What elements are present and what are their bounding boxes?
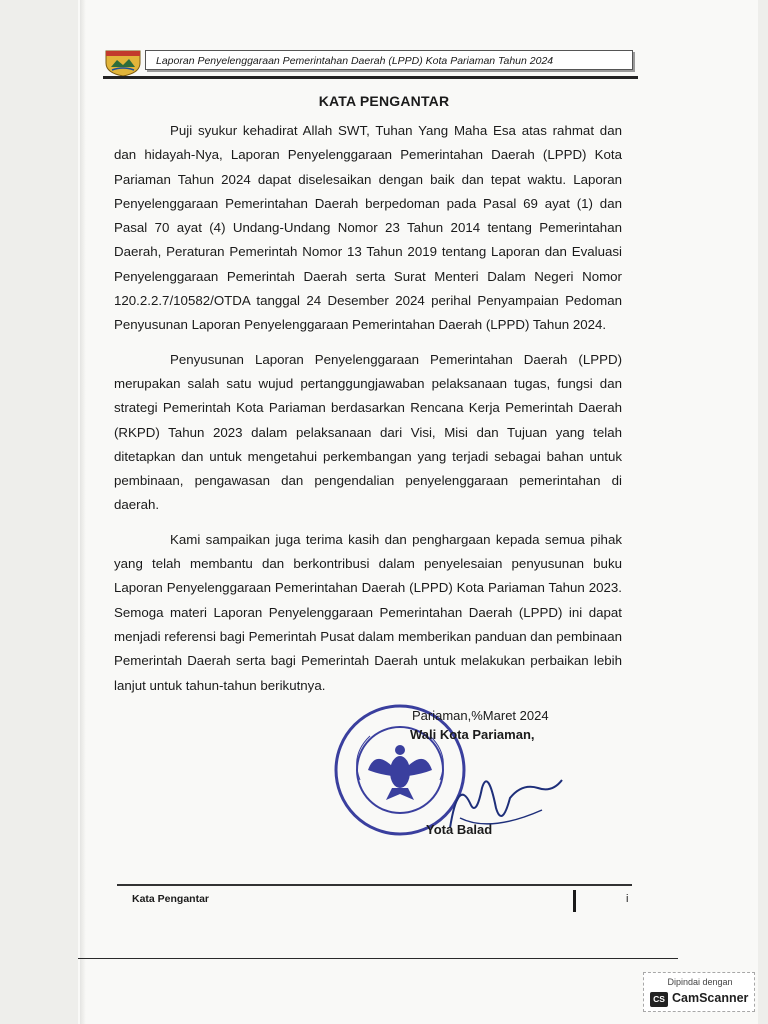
paragraph-1: Puji syukur kehadirat Allah SWT, Tuhan Yang Maha Esa atas rahmat dan dan hidayah-Nya, Laporan Penyelenggaraan Pemerintahan Daerah (LPPD) Kota Pariaman Tahun 2024 dapat diselesaikan dengan baik dan tepat waktu. Laporan Penyelenggaraan Pemerintahan Daerah berpedoman pada Pasal 69 ayat (1) dan Pasal 70 ayat (4) Undang-Undang Nomor 23 Tahun 2014 tentang Pemerintahan Daerah, Peraturan Pemerintah Nomor 13 Tahun 2019 tentang Laporan dan Evaluasi Penyelenggaraan Pemerintah Daerah serta Surat Menteri Dalam Negeri Nomor 120.2.2.7/10582/OTDA tanggal 24 Desember 2024 perihal Penyampaian Pedoman Penyusunan Laporan Penyelenggaraan Pemerintahan Daerah (LPPD) Tahun 2024. (114, 123, 622, 333)
body-text (114, 119, 622, 708)
page-title: KATA PENGANTAR (318, 93, 450, 109)
camscanner-watermark (643, 972, 755, 1012)
paragraph-2: Penyusunan Laporan Penyelenggaraan Pemerintahan Daerah (LPPD) merupakan salah satu wujud pertanggungjawaban pelaksanaan tugas, fungsi dan strategi Pemerintah Kota Pariaman berdasarkan Rencana Kerja Pemerintah Daerah (RKPD) Tahun 2023 dalam pelaksanaan dari Visi, Misi dan Tujuan yang telah ditetapkan dan untuk mengetahui perkembangan yang terjadi sebagai bahan untuk pembinaan, pengawasan dan pengendalian penyelenggaraan pemerintahan di daerah. (114, 351, 622, 513)
header-title: Laporan Penyelenggaraan Pemerintahan Daerah (LPPD) Kota Pariaman Tahun 2024 (145, 50, 633, 70)
footer-divider (117, 884, 632, 886)
footer-separator (573, 890, 576, 912)
signature-role: Wali Kota Pariaman, (410, 727, 535, 742)
header-divider (103, 76, 638, 79)
signature-block (330, 700, 590, 850)
watermark-caption: Dipindai dengan (667, 977, 733, 987)
watermark-brand: CamScanner (672, 991, 749, 1005)
signature-place-date: Pariaman,%Maret 2024 (412, 708, 549, 723)
signature-name: Yota Balad (426, 822, 493, 837)
footer-section-label: Kata Pengantar (132, 893, 210, 905)
kota-pariaman-logo-icon (103, 47, 143, 77)
scan-bottom-edge (78, 958, 678, 959)
paragraph-3: Kami sampaikan juga terima kasih dan penghargaan kepada semua pihak yang telah membantu dan berkontribusi dalam penyelesaian penyusunan buku Laporan Penyelenggaraan Pemerintahan Daerah (LPPD) Kota Pariaman Tahun 2023. Semoga materi Laporan Penyelenggaraan Pemerintahan Daerah (LPPD) ini dapat menjadi referensi bagi Pemerintah Pusat dalam memberikan panduan dan pembinaan Pemerintah Daerah serta bagi Pemerintah Daerah untuk melakukan perbaikan lebih lanjut untuk tahun-tahun berikutnya. (114, 531, 622, 693)
scan-edge-shadow (80, 0, 86, 1024)
camscanner-logo-icon: CS (650, 992, 668, 1007)
document-header (103, 47, 638, 77)
page-number: i (626, 893, 629, 905)
